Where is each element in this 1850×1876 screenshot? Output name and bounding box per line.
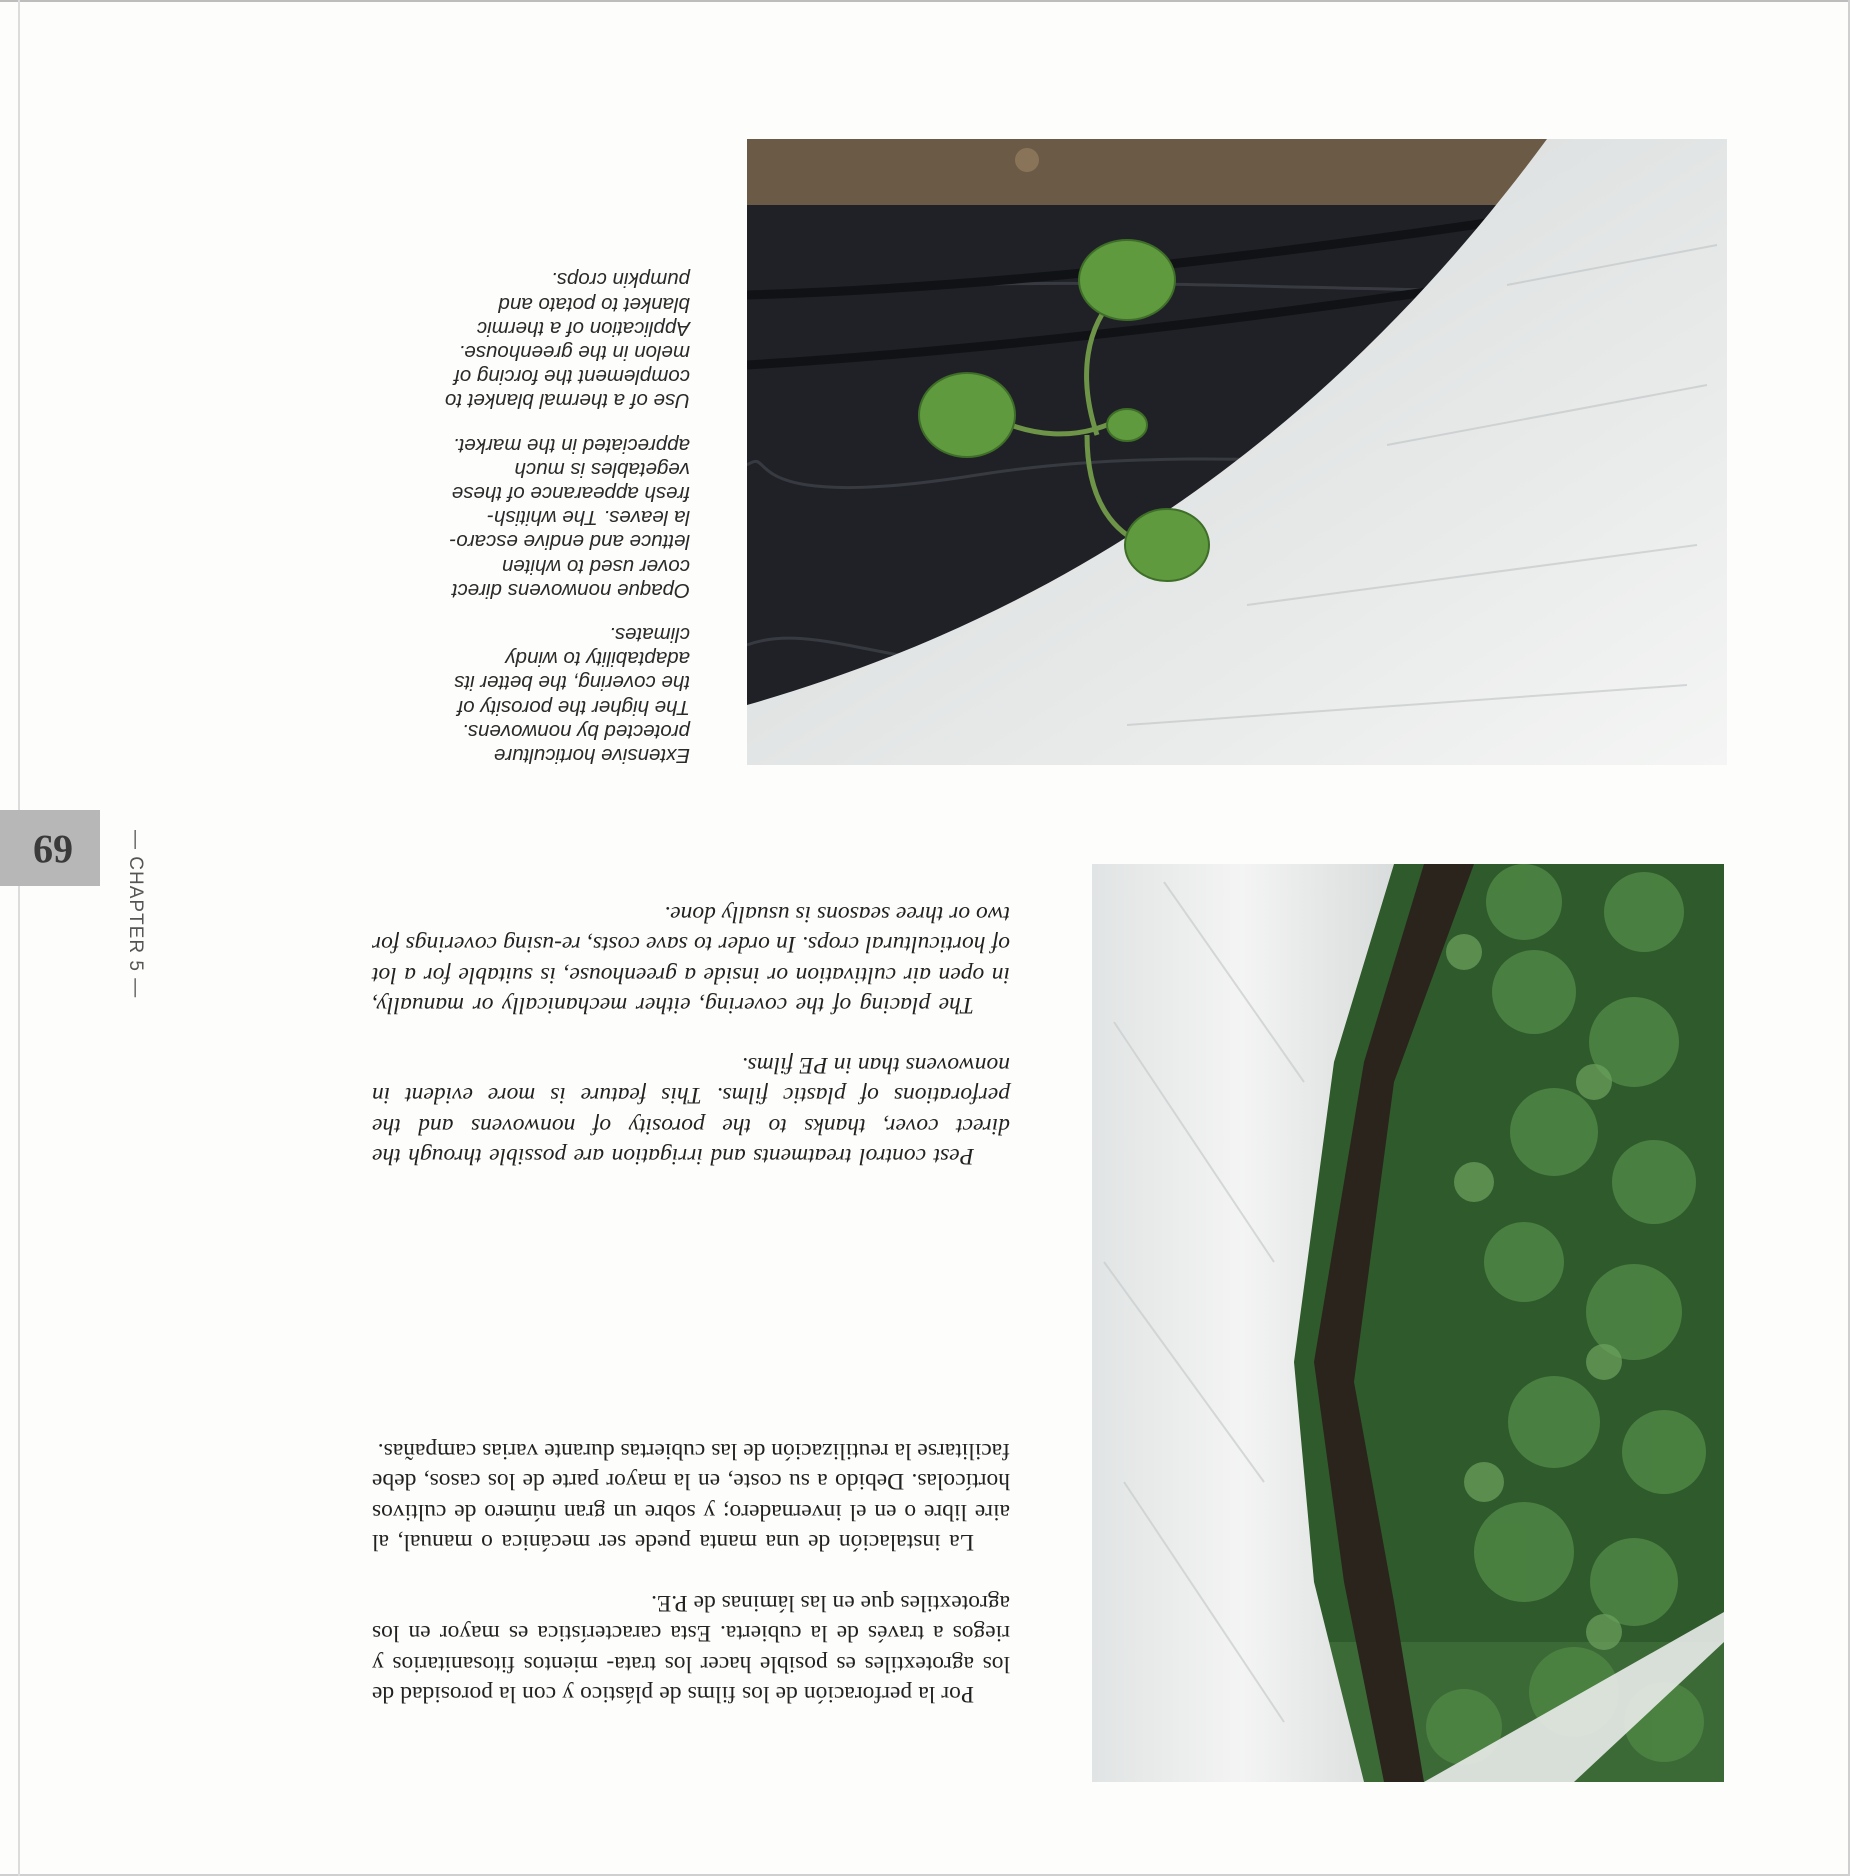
- english-paragraph: The placing of the covering, either mechanically or manually, in open air cultivation or inside a greenhouse, is suitable for a lot of horticultural crops. In order to save costs, re-using coverings for two or three seasons is usually done.: [372, 900, 1010, 1018]
- english-paragraph: Pest control treatments and irrigation are possible through the direct cover, thanks to the porosity of nonwovens and the perforations of plastic films. This feature is more evident in nonwovens than in PE films.: [372, 1052, 1010, 1169]
- page-edge-right: [18, 0, 20, 1876]
- caption-line: la leaves. The whitish-: [487, 506, 690, 530]
- caption-line: blanket to potato and: [498, 292, 690, 316]
- caption-line: The higher the porosity of: [457, 695, 690, 719]
- caption-line: appreciated in the market.: [452, 433, 690, 457]
- caption-line: complement the forcing of: [454, 365, 690, 389]
- caption-line: Use of a thermal blanket to: [445, 389, 690, 413]
- caption-spacer: [370, 602, 690, 622]
- caption-line: Extensive horticulture: [494, 744, 690, 767]
- spanish-paragraph: Por la perforación de los films de plástico y con la porosidad de los agrotextiles es posible hacer los trata- mientos fitosanitarios y riegos a través de la cubierta. Esta característica es mayor en los agrotextiles que en las láminas de P.E.: [372, 1590, 1010, 1707]
- chapter-label: — CHAPTER 5 —: [125, 830, 146, 999]
- spanish-body-text: [372, 1436, 1010, 1709]
- caption-line: pumpkin crops.: [550, 268, 690, 292]
- photo-nonwoven-covered-crop-image: [1092, 864, 1724, 1782]
- caption-line: melon in the greenhouse.: [458, 340, 690, 364]
- caption-line: vegetables is much: [514, 457, 690, 481]
- photo-captions: [370, 267, 690, 767]
- english-body-text: [372, 899, 1010, 1171]
- photo-nonwoven-covered-crop: [1092, 864, 1724, 1782]
- caption-line: protected by nonwovens.: [462, 719, 690, 743]
- photo-melon-thermal-blanket-image: [747, 139, 1727, 765]
- caption-line: Application of a thermic: [476, 316, 690, 340]
- caption-line: Opaque nonwovens direct: [451, 578, 690, 602]
- photo-melon-thermal-blanket: [747, 139, 1727, 765]
- spanish-paragraph: La instalación de una manta puede ser mecánica o manual, al aire libre o en el invernadero; y sobre un gran número de cultivos hortícolas. Debido a su coste, en la mayor parte de los casos, debe facilitarse la reutilización de las cubiertas durante varias campañas.: [372, 1437, 1010, 1555]
- caption-line: adaptability to windy: [505, 647, 690, 671]
- page-edge-bottom: [0, 0, 1850, 2]
- caption-spacer: [370, 412, 690, 432]
- page-number: 69: [33, 827, 73, 872]
- caption-line: climates.: [609, 622, 690, 646]
- caption-line: the covering, the better its: [454, 671, 690, 695]
- caption-line: fresh appearance of these: [451, 481, 690, 505]
- caption-line: lettuce and endive escaro-: [449, 530, 690, 554]
- caption-line: cover used to whiten: [501, 554, 690, 578]
